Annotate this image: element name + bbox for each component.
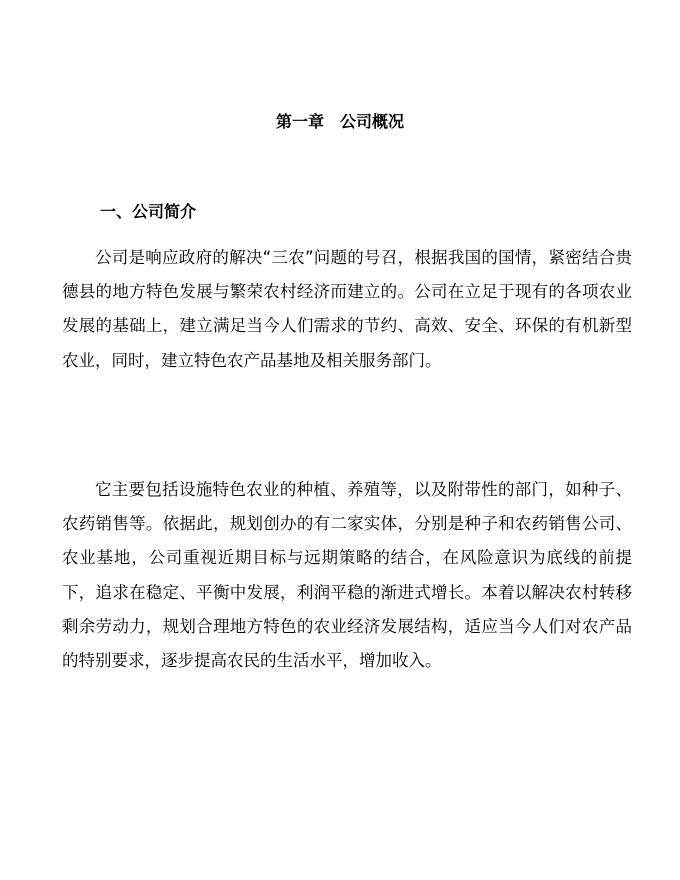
paragraph-company-intro: 公司是响应政府的解决“三农”问题的号召，根据我国的国情，紧密结合贵德县的地方特色发展与繁荣农村经济而建立的。公司在立足于现有的各项农业发展的基础上，建立满足当今人们需求的节约、高效、安全、环保的有机新型农业，同时，建立特色农产品基地及相关服务部门。 bbox=[62, 248, 632, 370]
chapter-title: 第一章 公司概况 bbox=[275, 112, 404, 131]
paragraph-company-scope: 它主要包括设施特色农业的种植、养殖等，以及附带性的部门，如种子、农药销售等。依据此，规划创办的有二家实体，分别是种子和农药销售公司、农业基地，公司重视近期目标与远期策略的结合，在风险意识为底线的前提下，追求在稳定、平衡中发展，利润平稳的渐进式增长。本着以解决农村转移剩余劳动力，规划合理地方特色的农业经济发展结构，适应当今人们对农产品的特别要求，逐步提高农民的生活水平，增加收入。 bbox=[62, 480, 632, 671]
section-heading: 一、公司简介 bbox=[100, 202, 197, 221]
